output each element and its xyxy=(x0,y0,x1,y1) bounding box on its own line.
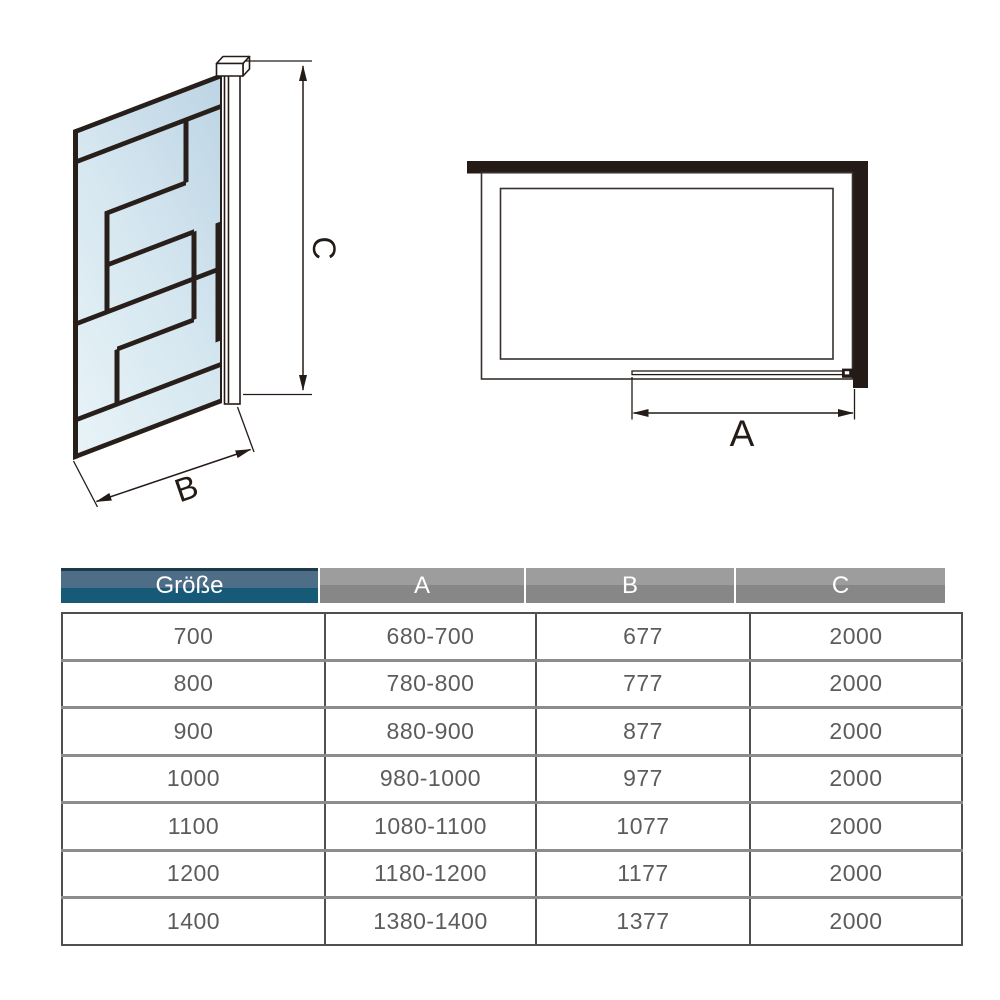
table-row xyxy=(62,613,962,660)
table-row xyxy=(62,755,962,803)
dim-b-ext-right xyxy=(238,407,255,452)
header-label: Größe xyxy=(155,571,224,599)
table-cell: 1200 xyxy=(62,850,325,898)
table-cell: 1377 xyxy=(536,898,750,945)
table-cell: 900 xyxy=(62,708,325,756)
table-cell: 2000 xyxy=(750,755,962,803)
support-bar xyxy=(632,369,853,378)
dim-b-ext-left xyxy=(74,461,98,507)
dim-c xyxy=(243,61,312,395)
table-cell: 2000 xyxy=(750,803,962,851)
table-cell: 1400 xyxy=(62,898,325,945)
glass-top-view-outline xyxy=(501,189,834,360)
table-cell: 800 xyxy=(62,660,325,708)
table-cell: 1000 xyxy=(62,755,325,803)
size-table-body xyxy=(61,612,963,946)
table-cell: 1077 xyxy=(536,803,750,851)
table-cell: 2000 xyxy=(750,708,962,756)
wall-bar xyxy=(467,161,868,388)
table-row xyxy=(62,898,962,945)
table-cell: 1180-1200 xyxy=(325,850,536,898)
table-cell: 2000 xyxy=(750,660,962,708)
glass-panel xyxy=(73,73,222,460)
table-cell: 1100 xyxy=(62,803,325,851)
table-cell: 877 xyxy=(536,708,750,756)
dim-a-label: A xyxy=(729,413,755,454)
table-cell: 780-800 xyxy=(325,660,536,708)
table-cell: 1080-1100 xyxy=(325,803,536,851)
header-label: A xyxy=(413,571,430,599)
table-cell: 880-900 xyxy=(325,708,536,756)
table-cell: 2000 xyxy=(750,613,962,660)
dim-b-label: B xyxy=(169,467,203,510)
table-header-row xyxy=(61,568,945,603)
table-cell: 677 xyxy=(536,613,750,660)
header-label: C xyxy=(831,571,850,599)
wall-profile-bar xyxy=(225,63,241,404)
table-row xyxy=(62,708,962,756)
header-cell-b xyxy=(526,568,734,603)
table-cell: 2000 xyxy=(750,898,962,945)
table-cell: 1380-1400 xyxy=(325,898,536,945)
table-cell: 1177 xyxy=(536,850,750,898)
header-cell-c xyxy=(736,568,945,603)
header-cell-a xyxy=(320,568,524,603)
table-row xyxy=(62,850,962,898)
dim-c-label: C xyxy=(306,236,342,260)
wall-bracket xyxy=(217,57,250,77)
table-cell: 2000 xyxy=(750,850,962,898)
table-cell: 777 xyxy=(536,660,750,708)
table-cell: 700 xyxy=(62,613,325,660)
top-view-diagram xyxy=(467,161,868,454)
table-row xyxy=(62,803,962,851)
panel-front-view-diagram xyxy=(73,57,342,510)
header-cell-groesse xyxy=(61,568,318,603)
table-cell: 980-1000 xyxy=(325,755,536,803)
size-table xyxy=(61,568,945,946)
table-row xyxy=(62,660,962,708)
table-cell: 680-700 xyxy=(325,613,536,660)
header-label: B xyxy=(621,571,638,599)
tray-outer-outline xyxy=(482,173,853,380)
table-cell: 977 xyxy=(536,755,750,803)
